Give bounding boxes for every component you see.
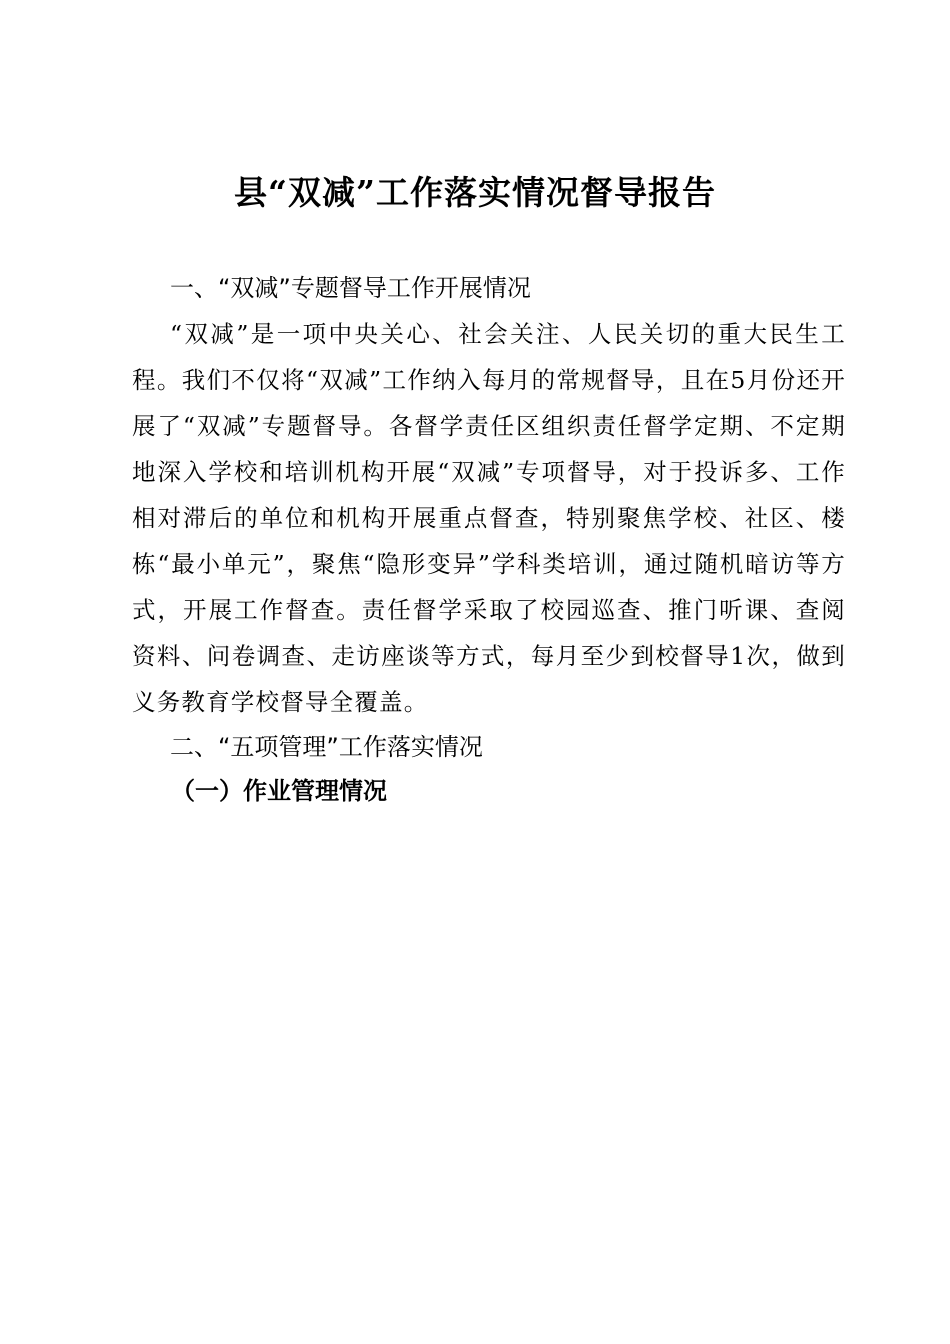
subsection-1-heading: （一）作业管理情况: [171, 777, 387, 805]
section-1-paragraph: “双减”是一项中央关心、社会关注、人民关切的重大民生工程。我们不仅将“双减”工作纳入每月的常规督导，且在5月份还开展了“双减”专题督导。各督学责任区组织责任督学定期、不定期地深入学校和培训机构开展“双减”专项督导，对于投诉多、工作相对滞后的单位和机构开展重点督查，特别聚焦学校、社区、楼栋“最小单元”，聚焦“隐形变异”学科类培训，通过随机暗访等方式，开展工作督查。责任督学采取了校园巡查、推门听课、查阅资料、问卷调查、走访座谈等方式，每月至少到校督导1次，做到义务教育学校督导全覆盖。: [132, 320, 846, 716]
section-2-heading: 二、“五项管理”工作落实情况: [170, 733, 483, 761]
document-title: 县“双减”工作落实情况督导报告: [234, 173, 716, 212]
section-1-heading: 一、“双减”专题督导工作开展情况: [170, 274, 531, 302]
